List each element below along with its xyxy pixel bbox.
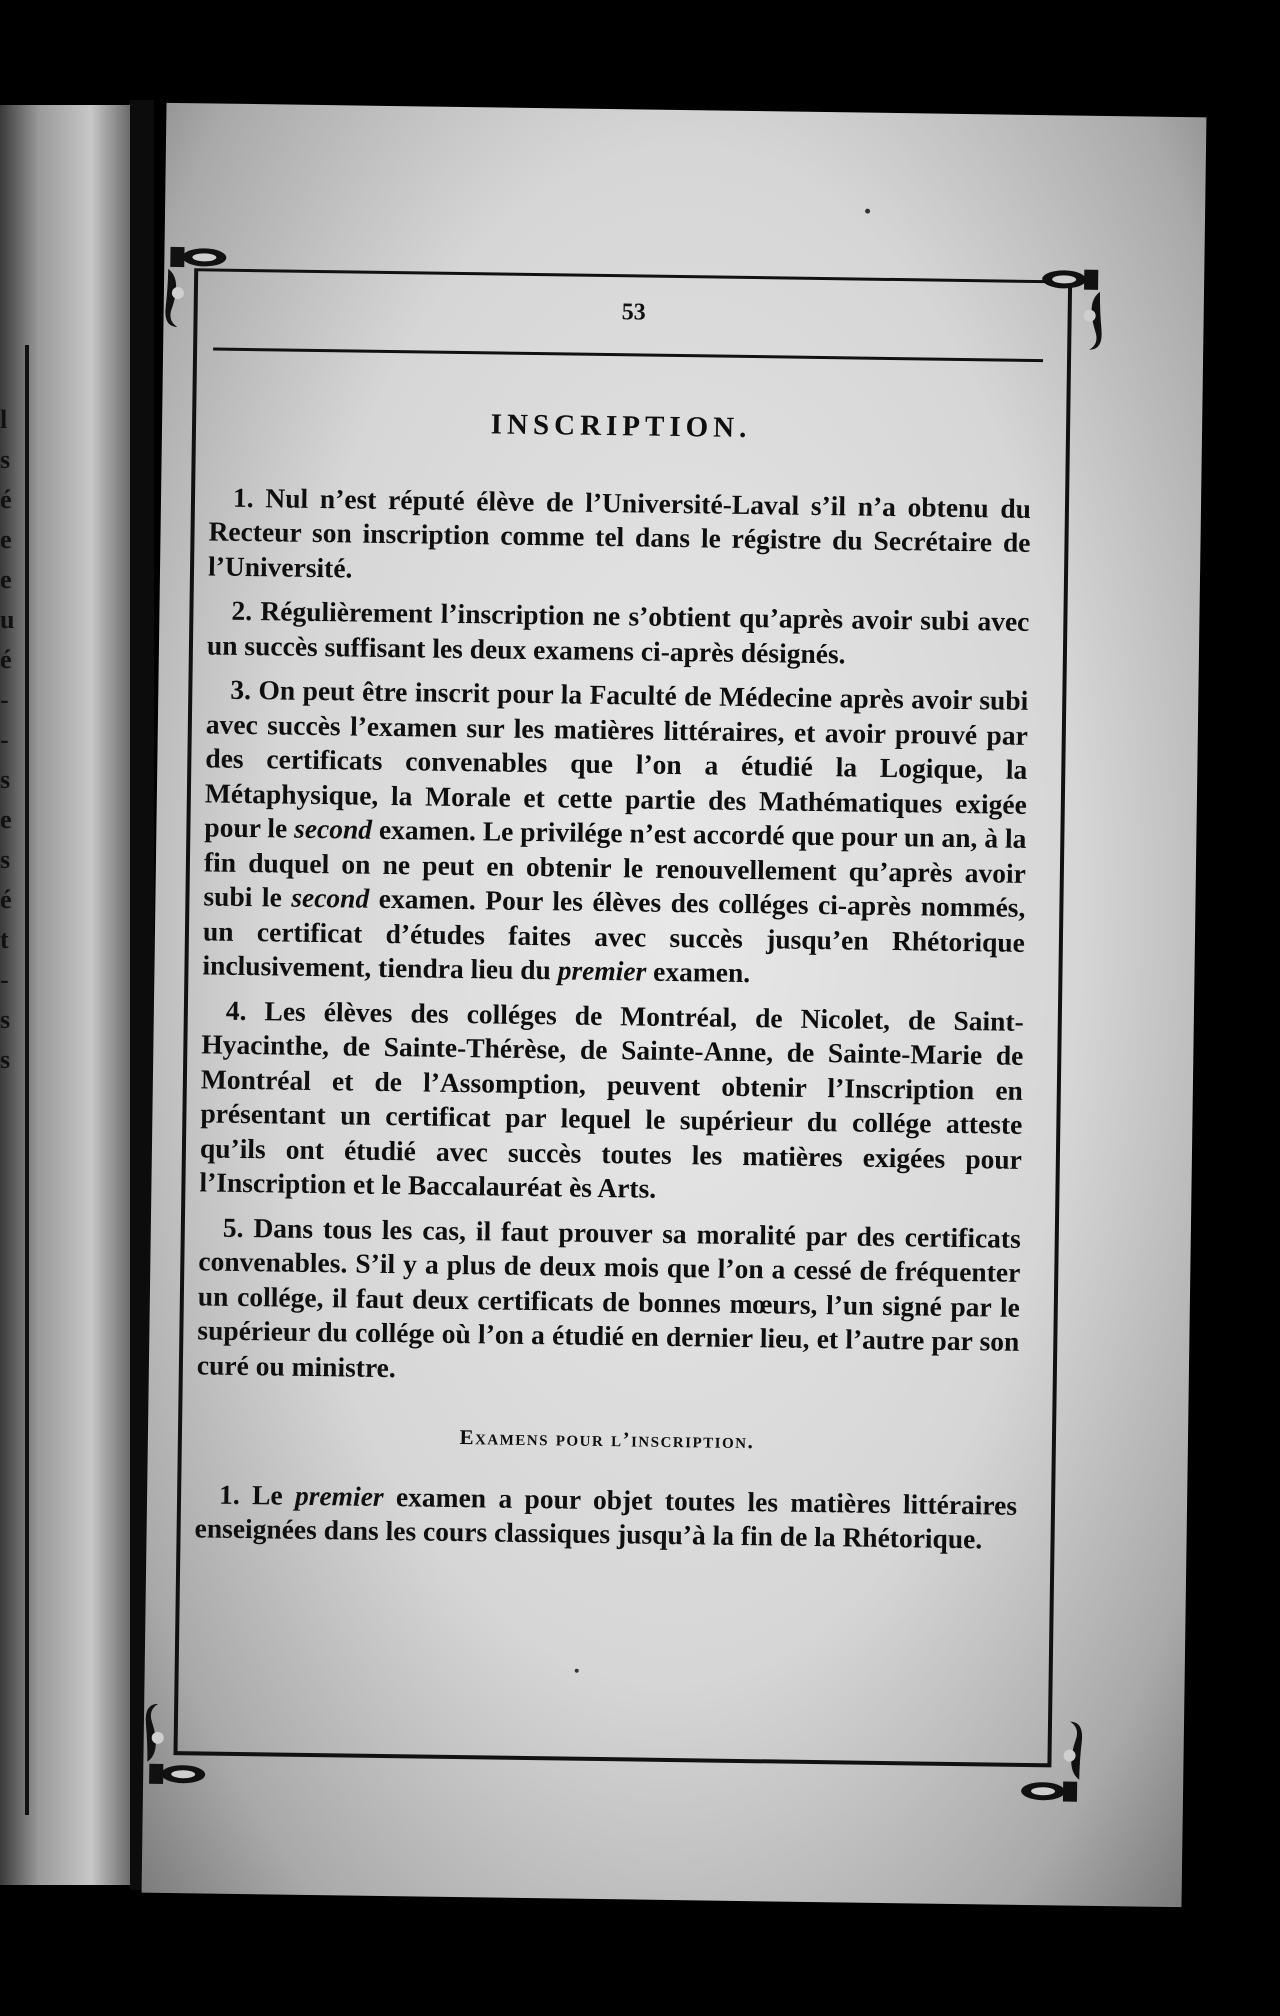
- facing-page-glyph: -: [0, 965, 9, 994]
- facing-page-glyph: t: [0, 925, 9, 954]
- paragraph-text: examen. Le privilége n’est accordé que pour un an, à la fin duquel on ne peut en obtenir le renouvellement qu’après avoir subi le: [203, 813, 1027, 913]
- ornament-corner-icon: [1009, 1715, 1084, 1806]
- inscription-paragraphs: [197, 480, 1032, 1394]
- facing-page-glyph: s: [0, 445, 11, 474]
- facing-page-glyph: -: [0, 685, 9, 714]
- facing-page-glyph: s: [0, 765, 11, 794]
- page-number: 53: [621, 299, 646, 326]
- facing-page-glyph: é: [0, 485, 12, 514]
- paragraph: [197, 1210, 1021, 1394]
- facing-page-glyph: é: [0, 645, 12, 674]
- paragraph: [207, 593, 1030, 673]
- paragraph: [208, 480, 1031, 595]
- section-heading: Examens pour l’inscription.: [459, 1425, 755, 1454]
- paragraph-text: examen.: [646, 955, 751, 989]
- paragraph-text: 4. Les élèves des colléges de Montréal, de Nicolet, de Saint-Hyacinthe, de Sainte-Thérèse, de Sainte-Anne, de Sainte-Marie de Montréal et de l’Assomption, peuvent obtenir l’Inscription en présentant un certificat par lequel le supérieur du collége atteste qu’ils ont étudié avec succès toutes les matières exigées pour l’Inscription et le Baccalauréat ès Arts.: [199, 994, 1025, 1204]
- facing-page-glyph: é: [0, 885, 12, 914]
- book-page: [142, 103, 1207, 1907]
- paragraph: [202, 672, 1028, 994]
- paragraph: [199, 993, 1024, 1211]
- facing-page-glyph: e: [0, 565, 12, 594]
- facing-page-glyph: e: [0, 525, 12, 554]
- paragraph-text: 5. Dans tous les cas, il faut prouver sa moralité par des certificats convenables. S’il y a plus de deux mois que l’on a cessé de fréquenter un collége, il faut deux certificats de bonnes mœurs, l’un signé par le supérieur du collége où l’on a étudié en dernier lieu, et l’autre par son curé ou ministre.: [196, 1211, 1021, 1383]
- paper-speck: [865, 209, 870, 214]
- facing-page-edge: [0, 105, 130, 1885]
- facing-page-glyph: s: [0, 1005, 11, 1034]
- page-title: INSCRIPTION.: [490, 408, 752, 445]
- paper-speck: [575, 1669, 579, 1673]
- italic-word: premier: [294, 1479, 384, 1512]
- paragraph-text: 1. Le: [218, 1478, 296, 1511]
- paragraph-text: 2. Régulièrement l’inscription ne s’obtient qu’après avoir subi avec un succès suffisant les deux examens ci-après désignés.: [206, 594, 1030, 669]
- facing-page-glyph: -: [0, 725, 9, 754]
- paragraph-text: 1. Nul n’est réputé élève de l’Université-Laval s’il n’a obtenu du Recteur son inscription comme tel dans le régistre du Secrétaire de l’Université.: [207, 481, 1032, 583]
- facing-page-glyph: u: [0, 605, 15, 634]
- facing-page-border: [25, 345, 29, 1815]
- paragraph-text: 3. On peut être inscrit pour la Faculté de Médecine après avoir subi avec succès l’examen sur les matières littéraires, et avoir prouvé par des certificats convenables que l’on a étudié la Logique, la Métaphysique, la Morale et cette partie des Mathématiques exigée pour le: [204, 673, 1029, 844]
- italic-word: second: [291, 881, 370, 914]
- facing-page-glyph: l: [0, 405, 8, 434]
- ornament-corner-icon: [143, 1698, 218, 1789]
- paragraph-text: examen a pour objet toutes les matières littéraires enseignées dans les cours classiques jusqu’à la fin de la Rhétorique.: [194, 1480, 1018, 1555]
- italic-word: second: [293, 812, 373, 845]
- facing-page-glyph: e: [0, 805, 12, 834]
- exam-paragraph: [194, 1477, 1017, 1557]
- italic-word: premier: [557, 954, 647, 987]
- facing-page-glyph: s: [0, 845, 11, 874]
- page-body: [194, 403, 1032, 1567]
- paragraph-text: examen. Pour les élèves des colléges ci-après nommés, un certificat d’études faites avec succès jusqu’en Rhétorique inclusivement, tiendra lieu du: [202, 882, 1026, 986]
- facing-page-glyph: s: [0, 1045, 11, 1074]
